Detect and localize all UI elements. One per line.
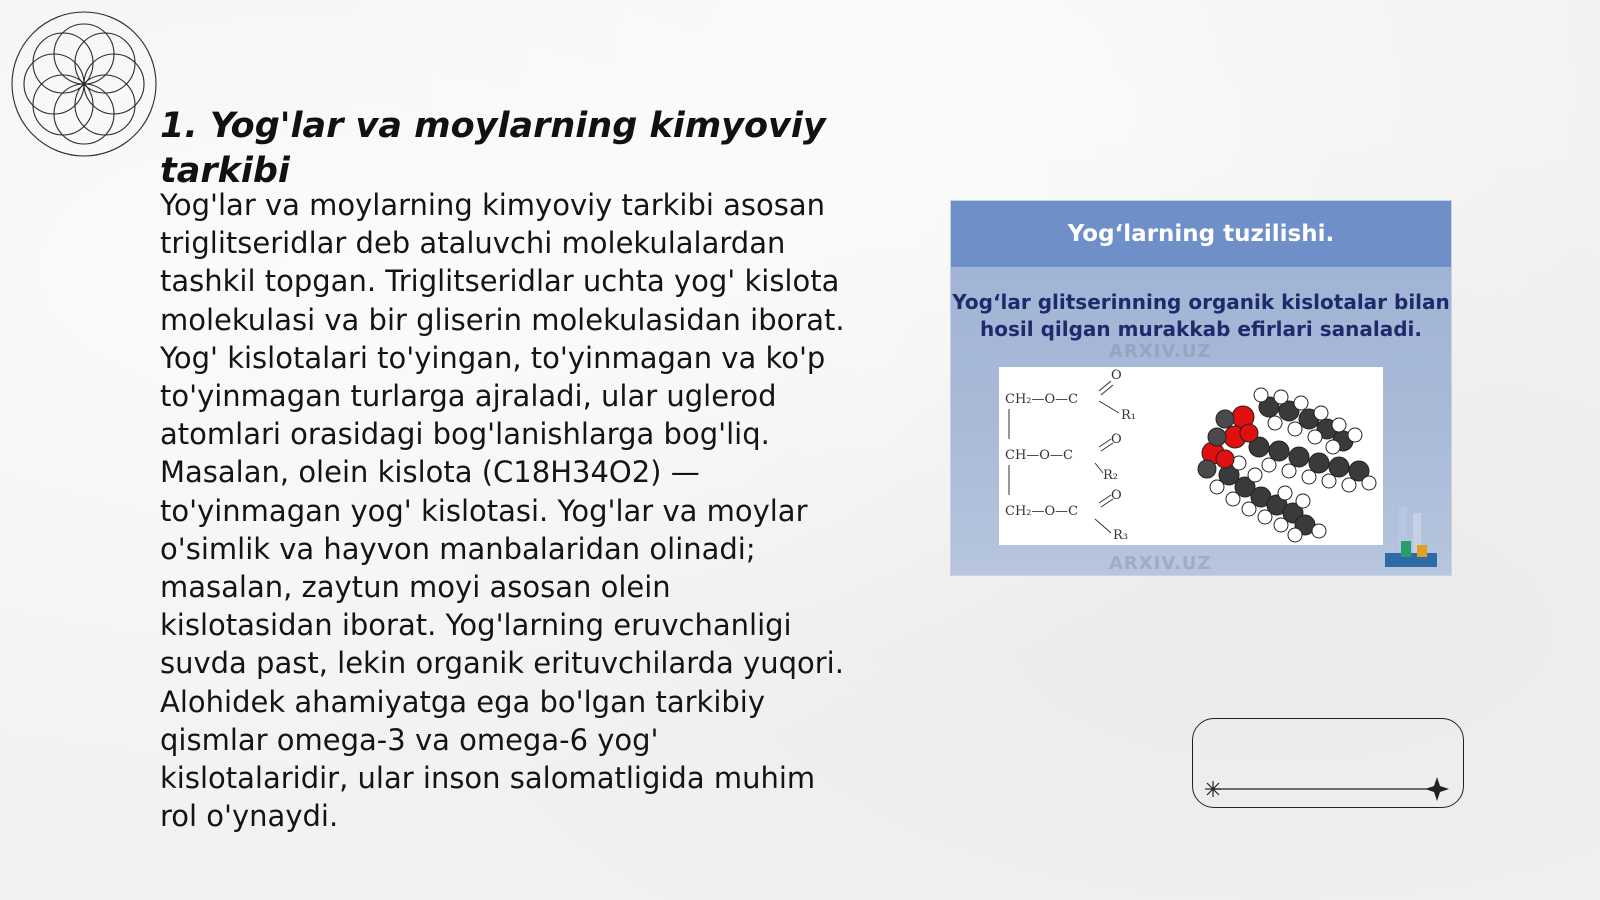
formula-row-2: CH—O—C: [1005, 448, 1073, 463]
molecule-illustration: [999, 367, 1383, 545]
formula-o-2: O: [1111, 432, 1122, 447]
sparkle-icon: [1205, 781, 1221, 797]
formula-o-1: O: [1111, 368, 1122, 383]
space-filling-molecule-icon: [1198, 388, 1376, 542]
slide-body-text: Yog'lar va moylarning kimyoviy tarkibi asosan triglitseridlar deb ataluvchi molekulalardan tashkil topgan. Triglitseridlar uchta yog' kislota molekulasi va bir gliserin molekulasidan iborat. Yog' kislotalari to'yingan, to'yinmagan va ko'p to'yinmagan turlarga ajraladi, ular uglerod atomlari orasidagi bog'lanishlarga bog'liq. Masalan, olein kislota (C18H34O2) — to'yinmagan yog' kislotasi. Yog'lar va moylar o'simlik va hayvon manbalaridan olinadi; masalan, zaytun moyi asosan olein kislotasidan iborat. Yog'larning eruvchanligi suvda past, lekin organik erituvchilarda yuqori. Alohidek ahamiyatga ega bo'lgan tarkibiy qismlar omega-3 va omega-6 yog' kislotalaridir, ular inson salomatligida muhim rol o'ynaydi.: [160, 188, 845, 834]
watermark-bottom: ARXIV.UZ: [1109, 553, 1212, 574]
flask-logo-icon: [1371, 501, 1449, 573]
formula-o-3: O: [1111, 488, 1122, 503]
triglyceride-diagram: [999, 367, 1383, 545]
image-header: Yog‘larning tuzilishi.: [951, 201, 1451, 267]
slide-title: 1. Yog'lar va moylarning kimyoviy tarkibi: [160, 106, 826, 191]
formula-row-3: CH₂—O—C: [1005, 504, 1079, 519]
watermark: ARXIV.UZ: [1109, 341, 1212, 362]
star-line-ornament: [1193, 719, 1465, 809]
formula-row-1: CH₂—O—C: [1005, 392, 1079, 407]
fat-structure-image: [950, 200, 1452, 576]
formula-r1: R₁: [1121, 408, 1136, 423]
decorative-frame: [1192, 718, 1464, 808]
four-point-star-icon: [1425, 777, 1449, 801]
formula-r3: R₃: [1113, 528, 1128, 543]
rings-ornament-icon: [10, 10, 158, 158]
image-caption: Yog‘lar glitserinning organik kislotalar bilan hosil qilgan murakkab efirlari sanaladi.: [952, 290, 1450, 341]
formula-r2: R₂: [1103, 468, 1118, 483]
